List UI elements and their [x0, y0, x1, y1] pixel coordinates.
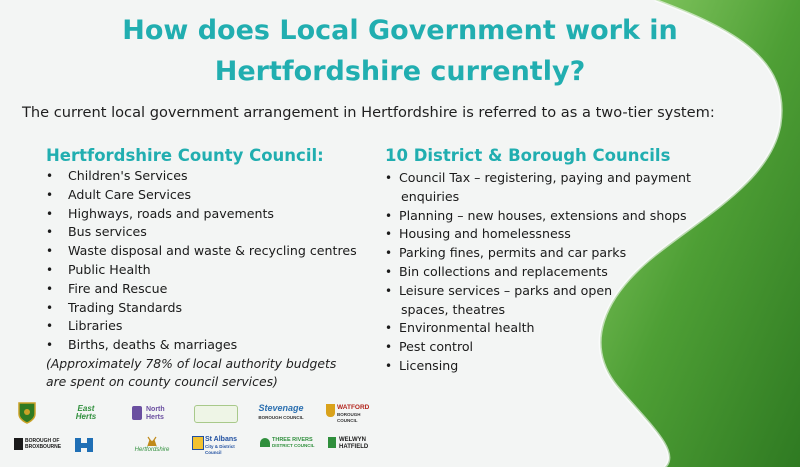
dacorum-crest-icon: [18, 402, 36, 424]
three-rivers-wave-icon: [260, 438, 270, 447]
bullet-icon: •: [385, 283, 393, 298]
watford-crest-icon: [326, 404, 335, 417]
slide-subtitle: The current local government arrangement in Hertfordshire is referred to as a two-tier system:: [22, 104, 715, 121]
county-council-heading: Hertfordshire County Council:: [46, 146, 324, 165]
budget-note: [46, 355, 336, 391]
watford-logo: WATFORD BOROUGH COUNCIL: [326, 404, 370, 424]
hertfordshire-logo: Hertfordshire: [130, 436, 174, 454]
bullet-icon: •: [385, 264, 393, 279]
broxbourne-mark-icon: [14, 438, 23, 450]
bullet-icon: •: [385, 358, 393, 373]
welwyn-hatfield-logo: WELWYN HATFIELD: [328, 437, 378, 451]
bullet-icon: •: [46, 206, 54, 221]
district-councils-heading: 10 District & Borough Councils: [385, 146, 671, 165]
bullet-icon: •: [385, 321, 393, 336]
bullet-icon: •: [385, 227, 393, 242]
broxbourne-green-logo-icon: [194, 405, 238, 423]
north-herts-mark-icon: [132, 406, 142, 420]
hertsmere-h-icon: [74, 436, 96, 454]
bullet-icon: •: [385, 246, 393, 261]
st-albans-cross-icon: [192, 436, 204, 450]
bullet-icon: •: [46, 262, 54, 277]
bullet-icon: •: [385, 340, 393, 355]
slide-title-line-1: How does Local Government work in: [122, 15, 678, 46]
bullet-icon: •: [46, 338, 54, 353]
welwyn-hatfield-mark-icon: [328, 437, 336, 448]
broxbourne-logo: BOROUGH OF BROXBOURNE: [14, 438, 66, 450]
budget-note-line-2: are spent on county council services): [46, 374, 278, 389]
bullet-icon: •: [385, 208, 393, 223]
bullet-icon: •: [385, 171, 393, 185]
slide-title-line-2: Hertfordshire currently?: [214, 56, 586, 87]
bullet-icon: •: [46, 169, 54, 183]
stevenage-logo: Stevenage BOROUGH COUNCIL: [258, 403, 304, 420]
bullet-icon: •: [46, 319, 54, 334]
three-rivers-logo: THREE RIVERS DISTRICT COUNCIL: [260, 437, 318, 449]
east-herts-logo: East Herts: [75, 404, 97, 421]
hart-stag-icon: [146, 436, 158, 446]
st-albans-logo: St Albans City & District Council: [192, 436, 248, 456]
bullet-icon: •: [46, 300, 54, 315]
north-herts-logo: North Herts: [134, 406, 174, 422]
bullet-icon: •: [46, 225, 54, 240]
bullet-icon: •: [46, 244, 54, 259]
bullet-icon: •: [46, 187, 54, 202]
budget-note-line-1: (Approximately 78% of local authority budgets: [46, 356, 337, 371]
slide: How does Local Government work in Hertfordshire currently? The current local government arrangement in Hertfordshire is referred to as a two-tier system: Hertfordshire County Council: • Children's Services • Adult Care Services • Highways, roads and pavements • Bus services • Waste disposal and waste & recycling centres • Public Health • Fire and Rescue • Trading Standards • Libraries • Births, deaths & marriages (Approximately 78% of local authority budgets are spent on county council services) 10 District & Borough Councils • Council Tax – registering, paying and payment enquiries • Planning – new houses, extensions and shops • Housing and homelessness • Parking fines, permits and car parks • Bin collections and replacements • Leisure services – parks and open spaces, theatres • Environmental health • Pest control • Licensing East Herts North Herts Stevenage BOROUGH COUNCIL WATFORD BOROUGH COUNCIL BOROUGH OF BROXBOURNE Hertfordshire St Albans City & District Council THREE RIVERS DISTRICT COUNCIL WELWYN HATFIELD: [0, 0, 800, 467]
bullet-icon: •: [46, 281, 54, 296]
